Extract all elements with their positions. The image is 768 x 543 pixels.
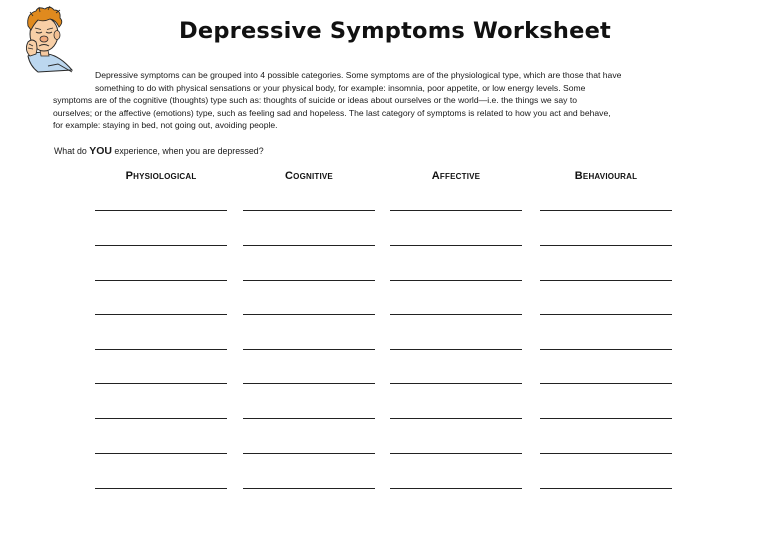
answer-line-cognitive-4[interactable]	[243, 314, 375, 315]
question-prefix: What do	[54, 146, 90, 156]
answer-line-affective-3[interactable]	[390, 280, 522, 281]
column-header-affective: Affective	[431, 170, 481, 182]
answer-line-behavioural-5[interactable]	[540, 349, 672, 350]
answer-line-physiological-4[interactable]	[95, 314, 227, 315]
answer-line-behavioural-6[interactable]	[540, 383, 672, 384]
answer-line-cognitive-1[interactable]	[243, 210, 375, 211]
answer-line-cognitive-3[interactable]	[243, 280, 375, 281]
answer-line-physiological-9[interactable]	[95, 488, 227, 489]
column-header-physiological: Physiological	[125, 170, 197, 182]
answer-line-behavioural-1[interactable]	[540, 210, 672, 211]
answer-line-physiological-7[interactable]	[95, 418, 227, 419]
answer-line-physiological-6[interactable]	[95, 383, 227, 384]
answer-line-physiological-8[interactable]	[95, 453, 227, 454]
answer-line-behavioural-4[interactable]	[540, 314, 672, 315]
answer-line-affective-1[interactable]	[390, 210, 522, 211]
answer-line-affective-2[interactable]	[390, 245, 522, 246]
intro-line-5: for example: staying in bed, not going out, avoiding people.	[53, 120, 278, 131]
intro-paragraph	[53, 69, 713, 132]
answer-line-affective-4[interactable]	[390, 314, 522, 315]
prompt-question	[54, 145, 264, 157]
question-suffix: experience, when you are depressed?	[111, 146, 264, 156]
column-header-behavioural: Behavioural	[574, 170, 638, 182]
distressed-cartoon-man-icon	[14, 4, 78, 74]
answer-line-behavioural-2[interactable]	[540, 245, 672, 246]
column-header-cognitive: Cognitive	[285, 170, 333, 182]
answer-line-affective-8[interactable]	[390, 453, 522, 454]
answer-line-cognitive-2[interactable]	[243, 245, 375, 246]
answer-line-cognitive-7[interactable]	[243, 418, 375, 419]
intro-line-3: symptoms are of the cognitive (thoughts) type such as: thoughts of suicide or ideas about ourselves or the world—i.e. the things we say to	[53, 95, 578, 106]
answer-line-physiological-2[interactable]	[95, 245, 227, 246]
answer-line-physiological-5[interactable]	[95, 349, 227, 350]
answer-line-affective-7[interactable]	[390, 418, 522, 419]
answer-line-affective-5[interactable]	[390, 349, 522, 350]
answer-line-behavioural-9[interactable]	[540, 488, 672, 489]
question-emphasis: YOU	[89, 145, 112, 157]
answer-line-behavioural-3[interactable]	[540, 280, 672, 281]
intro-line-4: ourselves; or the affective (emotions) type, such as feeling sad and hopeless. The last category of symptoms is related to how you act and behave,	[53, 107, 611, 118]
intro-line-2: something to do with physical sensations or your physical body, for example: insomnia, poor appetite, or low energy levels. Some	[95, 82, 586, 93]
answer-line-cognitive-8[interactable]	[243, 453, 375, 454]
answer-line-cognitive-5[interactable]	[243, 349, 375, 350]
answer-line-behavioural-7[interactable]	[540, 418, 672, 419]
answer-line-behavioural-8[interactable]	[540, 453, 672, 454]
answer-line-physiological-3[interactable]	[95, 280, 227, 281]
answer-line-physiological-1[interactable]	[95, 210, 227, 211]
answer-line-cognitive-9[interactable]	[243, 488, 375, 489]
answer-line-affective-9[interactable]	[390, 488, 522, 489]
answer-line-affective-6[interactable]	[390, 383, 522, 384]
worksheet-title: Depressive Symptoms Worksheet	[179, 18, 611, 44]
intro-line-1: Depressive symptoms can be grouped into 4 possible categories. Some symptoms are of the physiological type, which are those that have	[95, 70, 622, 80]
answer-line-cognitive-6[interactable]	[243, 383, 375, 384]
